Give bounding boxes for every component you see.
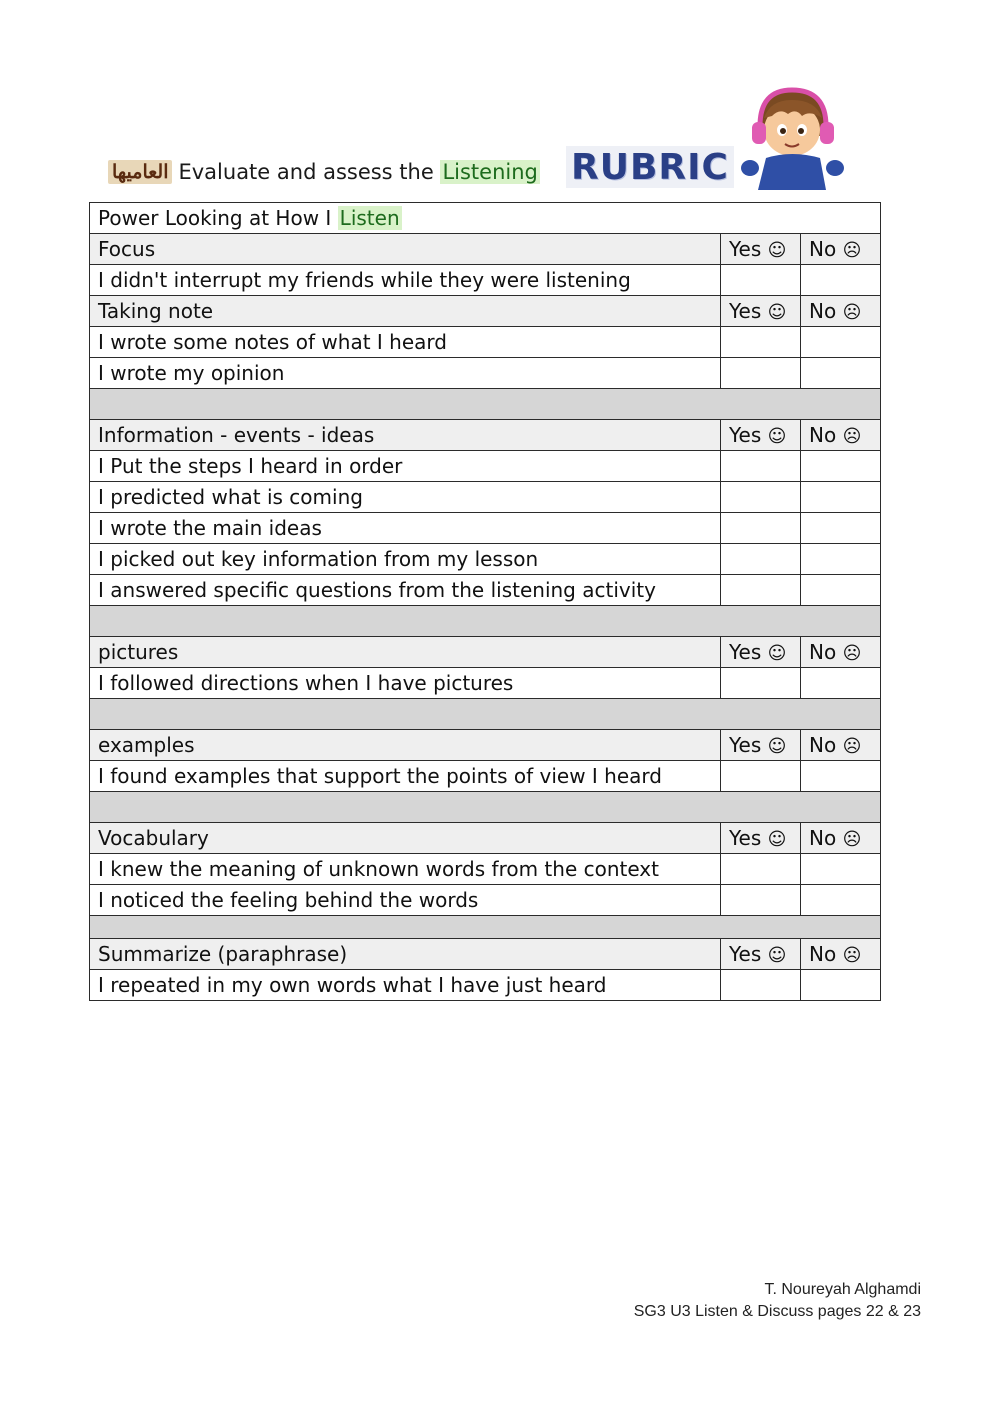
rubric-item-row xyxy=(90,544,881,575)
yes-label: Yes xyxy=(729,237,762,261)
section-separator xyxy=(90,699,881,730)
section-separator xyxy=(90,389,881,420)
yes-checkbox-cell[interactable] xyxy=(721,327,801,358)
smiley-face-icon: ☺ xyxy=(767,302,787,323)
frowning-face-icon: ☹ xyxy=(842,643,862,664)
rubric-item-row xyxy=(90,575,881,606)
yes-column-header xyxy=(721,730,801,761)
section-separator-row xyxy=(90,606,881,637)
boy-with-headphones-illustration xyxy=(740,86,844,192)
yes-checkbox-cell[interactable] xyxy=(721,265,801,296)
rubric-logo-text: RUBRIC xyxy=(571,146,729,188)
section-separator-row xyxy=(90,699,881,730)
no-column-header xyxy=(801,637,881,668)
no-column-header xyxy=(801,420,881,451)
no-label: No xyxy=(809,826,837,850)
no-column-header xyxy=(801,823,881,854)
no-label: No xyxy=(809,423,837,447)
rubric-title-prefix: Power Looking at How I xyxy=(98,206,338,230)
yes-checkbox-cell[interactable] xyxy=(721,575,801,606)
section-heading-row xyxy=(90,420,881,451)
yes-label: Yes xyxy=(729,733,762,757)
rubric-title-row xyxy=(90,203,881,234)
section-heading-row xyxy=(90,939,881,970)
section-heading: Information - events - ideas xyxy=(90,420,721,451)
section-heading: Focus xyxy=(90,234,721,265)
rubric-item-row xyxy=(90,358,881,389)
rubric-item-row xyxy=(90,265,881,296)
rubric-item-text: I noticed the feeling behind the words xyxy=(90,885,721,916)
frowning-face-icon: ☹ xyxy=(842,829,862,850)
section-separator xyxy=(90,606,881,637)
smiley-face-icon: ☺ xyxy=(767,829,787,850)
yes-label: Yes xyxy=(729,299,762,323)
no-checkbox-cell[interactable] xyxy=(801,854,881,885)
smiley-face-icon: ☺ xyxy=(767,240,787,261)
yes-label: Yes xyxy=(729,826,762,850)
yes-checkbox-cell[interactable] xyxy=(721,668,801,699)
rubric-item-text: I followed directions when I have pictures xyxy=(90,668,721,699)
arabic-label: العاميها xyxy=(108,160,172,184)
rubric-item-text: I predicted what is coming xyxy=(90,482,721,513)
section-heading-row xyxy=(90,730,881,761)
rubric-logo xyxy=(566,146,734,188)
no-label: No xyxy=(809,640,837,664)
frowning-face-icon: ☹ xyxy=(842,426,862,447)
rubric-table xyxy=(89,202,881,1001)
page-footer xyxy=(634,1279,921,1323)
rubric-item-text: I picked out key information from my lesson xyxy=(90,544,721,575)
header-title-prefix: Evaluate and assess the xyxy=(178,160,441,184)
yes-checkbox-cell[interactable] xyxy=(721,358,801,389)
section-separator xyxy=(90,916,881,939)
rubric-item-text: I answered specific questions from the listening activity xyxy=(90,575,721,606)
yes-checkbox-cell[interactable] xyxy=(721,482,801,513)
footer-reference: SG3 U3 Listen & Discuss pages 22 & 23 xyxy=(633,1303,921,1320)
no-column-header xyxy=(801,296,881,327)
section-heading-row xyxy=(90,234,881,265)
no-label: No xyxy=(809,237,837,261)
header-title-text xyxy=(178,160,539,184)
rubric-table-body xyxy=(90,203,881,1001)
yes-checkbox-cell[interactable] xyxy=(721,513,801,544)
rubric-item-row xyxy=(90,970,881,1001)
no-checkbox-cell[interactable] xyxy=(801,575,881,606)
no-checkbox-cell[interactable] xyxy=(801,358,881,389)
rubric-title-highlight: Listen xyxy=(339,206,400,230)
frowning-face-icon: ☹ xyxy=(842,302,862,323)
section-heading: pictures xyxy=(90,637,721,668)
yes-label: Yes xyxy=(729,640,762,664)
smiley-face-icon: ☺ xyxy=(767,736,787,757)
rubric-item-row xyxy=(90,327,881,358)
rubric-item-row xyxy=(90,885,881,916)
no-checkbox-cell[interactable] xyxy=(801,970,881,1001)
rubric-item-row xyxy=(90,451,881,482)
yes-column-header xyxy=(721,420,801,451)
no-checkbox-cell[interactable] xyxy=(801,668,881,699)
yes-checkbox-cell[interactable] xyxy=(721,970,801,1001)
no-column-header xyxy=(801,939,881,970)
rubric-item-row xyxy=(90,513,881,544)
rubric-item-row xyxy=(90,482,881,513)
yes-checkbox-cell[interactable] xyxy=(721,854,801,885)
section-heading-row xyxy=(90,637,881,668)
no-checkbox-cell[interactable] xyxy=(801,482,881,513)
frowning-face-icon: ☹ xyxy=(842,240,862,261)
no-label: No xyxy=(809,733,837,757)
no-column-header xyxy=(801,234,881,265)
yes-column-header xyxy=(721,637,801,668)
section-heading-row xyxy=(90,296,881,327)
no-label: No xyxy=(809,942,837,966)
no-checkbox-cell[interactable] xyxy=(801,265,881,296)
yes-column-header xyxy=(721,234,801,265)
smiley-face-icon: ☺ xyxy=(767,426,787,447)
rubric-item-row xyxy=(90,761,881,792)
no-checkbox-cell[interactable] xyxy=(801,761,881,792)
frowning-face-icon: ☹ xyxy=(842,736,862,757)
frowning-face-icon: ☹ xyxy=(842,945,862,966)
yes-label: Yes xyxy=(729,423,762,447)
smiley-face-icon: ☺ xyxy=(767,945,787,966)
rubric-item-text: I found examples that support the points of view I heard xyxy=(90,761,721,792)
rubric-item-text: I wrote the main ideas xyxy=(90,513,721,544)
yes-checkbox-cell[interactable] xyxy=(721,761,801,792)
header-title xyxy=(108,152,540,192)
no-checkbox-cell[interactable] xyxy=(801,885,881,916)
section-heading: Summarize (paraphrase) xyxy=(90,939,721,970)
rubric-item-text: I knew the meaning of unknown words from the context xyxy=(90,854,721,885)
section-separator-row xyxy=(90,389,881,420)
yes-label: Yes xyxy=(729,942,762,966)
rubric-item-text: I wrote some notes of what I heard xyxy=(90,327,721,358)
yes-checkbox-cell[interactable] xyxy=(721,885,801,916)
rubric-item-row xyxy=(90,668,881,699)
no-checkbox-cell[interactable] xyxy=(801,513,881,544)
rubric-item-row xyxy=(90,854,881,885)
header-title-highlight: Listening xyxy=(442,160,538,184)
no-column-header xyxy=(801,730,881,761)
no-checkbox-cell[interactable] xyxy=(801,451,881,482)
rubric-title-cell xyxy=(90,203,881,234)
section-heading: Taking note xyxy=(90,296,721,327)
yes-column-header xyxy=(721,296,801,327)
yes-checkbox-cell[interactable] xyxy=(721,544,801,575)
rubric-item-text: I repeated in my own words what I have just heard xyxy=(90,970,721,1001)
yes-checkbox-cell[interactable] xyxy=(721,451,801,482)
section-heading: examples xyxy=(90,730,721,761)
section-separator-row xyxy=(90,792,881,823)
footer-author: T. Noureyah Alghamdi xyxy=(764,1281,921,1298)
section-heading: Vocabulary xyxy=(90,823,721,854)
section-separator-row xyxy=(90,916,881,939)
rubric-item-text: I wrote my opinion xyxy=(90,358,721,389)
section-heading-row xyxy=(90,823,881,854)
no-checkbox-cell[interactable] xyxy=(801,544,881,575)
rubric-item-text: I Put the steps I heard in order xyxy=(90,451,721,482)
rubric-item-text: I didn't interrupt my friends while they were listening xyxy=(90,265,721,296)
smiley-face-icon: ☺ xyxy=(767,643,787,664)
yes-column-header xyxy=(721,823,801,854)
no-checkbox-cell[interactable] xyxy=(801,327,881,358)
yes-column-header xyxy=(721,939,801,970)
section-separator xyxy=(90,792,881,823)
no-label: No xyxy=(809,299,837,323)
